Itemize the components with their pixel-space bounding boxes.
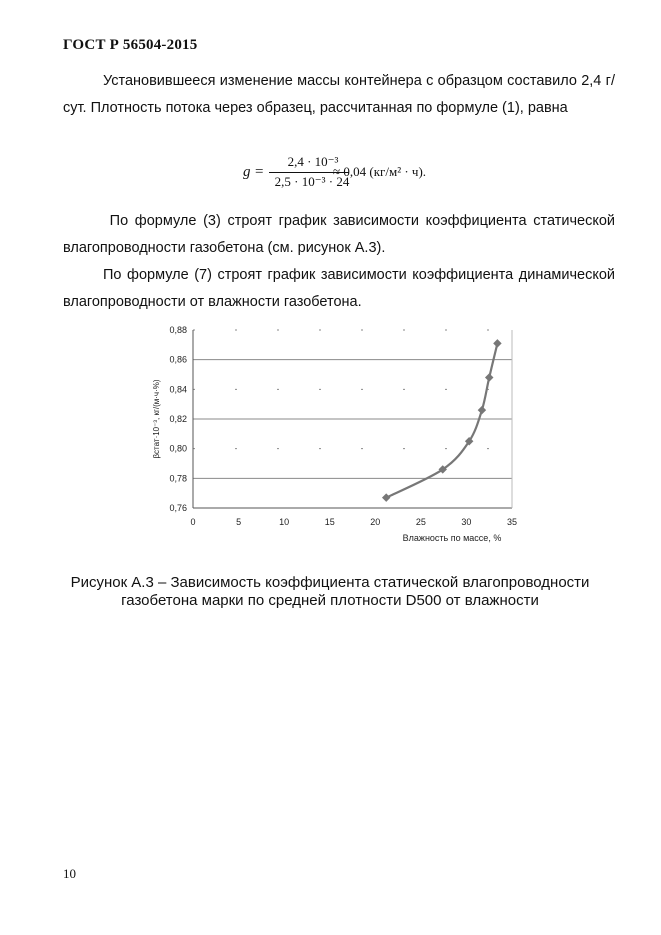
grid-lines — [193, 330, 512, 478]
formula-result: ≈ 0,04 (кг/м² · ч). — [333, 164, 427, 179]
paragraph-1 — [63, 68, 615, 122]
caption-line-2: газобетона марки по средней плотности D500 от влажности — [121, 592, 539, 609]
page-number: 10 — [63, 866, 76, 881]
y-tick-labels — [169, 325, 187, 513]
formula-equals: = — [255, 164, 264, 180]
x-tick-label: 30 — [461, 517, 472, 527]
y-tick-label: 0,78 — [169, 473, 187, 484]
x-tick-label: 0 — [190, 517, 196, 527]
x-tick-label: 15 — [324, 517, 335, 527]
formula — [243, 152, 503, 192]
series-line — [386, 343, 497, 497]
data-points — [382, 339, 502, 502]
y-tick-label: 0,82 — [169, 414, 187, 424]
y-axis-label: βстат·10⁻³, кг/(м·ч·%) — [152, 379, 161, 459]
paragraph-3-text: По формуле (7) строят график зависимости коэффициента динамической влагопроводности от влажности газобетона. — [63, 267, 615, 310]
paragraph-3 — [63, 262, 615, 316]
caption-line-1: Рисунок А.3 – Зависимость коэффициента статической влагопроводности — [70, 574, 590, 591]
x-tick-label: 20 — [370, 517, 381, 527]
x-tick-label: 35 — [506, 517, 518, 527]
y-tick-label: 0,86 — [169, 354, 187, 365]
x-tick-label: 10 — [279, 517, 290, 527]
data-point-marker — [485, 373, 493, 381]
y-tick-label: 0,80 — [169, 443, 187, 454]
paragraph-2-text: По формуле (3) строят график зависимости коэффициента статической влагопроводности газобетона (см. рисунок А.3). — [63, 213, 615, 256]
x-tick-labels — [190, 517, 517, 527]
formula-denominator: 2,5 · 10⁻³ · 24 — [274, 174, 350, 189]
formula-numerator: 2,4 · 10⁻³ — [287, 154, 339, 169]
series-path — [386, 343, 497, 497]
x-tick-label: 25 — [415, 517, 426, 527]
moisture-chart — [145, 320, 525, 550]
document-code: ГОСТ Р 56504-2015 — [63, 37, 198, 53]
y-tick-label: 0,76 — [169, 503, 187, 513]
y-tick-label: 0,84 — [169, 384, 187, 395]
x-axis-label: Влажность по массе, % — [402, 533, 502, 543]
data-point-marker — [493, 339, 501, 347]
paragraph-2 — [63, 208, 615, 262]
figure-caption — [30, 574, 630, 610]
formula-lhs: g — [243, 164, 251, 180]
data-point-marker — [382, 493, 390, 501]
y-tick-label: 0,88 — [169, 325, 187, 335]
paragraph-1-text: Установившееся изменение массы контейнера с образцом составило 2,4 г/сут. Плотность потока через образец, рассчитанная по формуле (1), равна — [63, 73, 615, 116]
data-point-marker — [478, 406, 486, 414]
x-tick-label: 5 — [236, 517, 242, 527]
